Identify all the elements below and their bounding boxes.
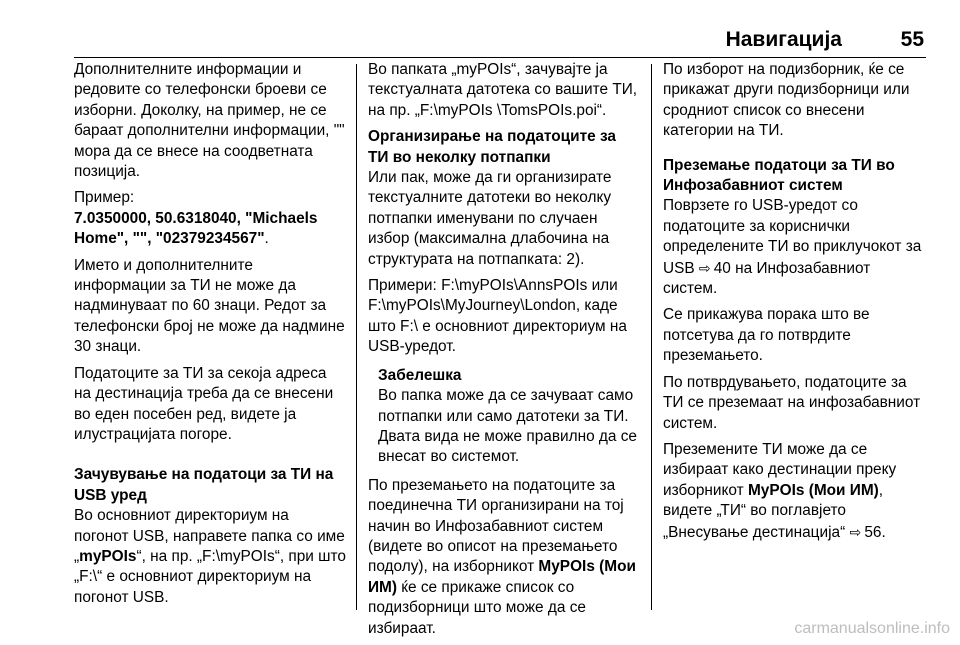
page-reference: 56 — [864, 523, 882, 541]
note-text: Во папка може да се зачуваат само потпапки или само датотеки за ТИ. Двата вида не може правилно да се внесат во системот. — [378, 387, 637, 466]
heading-download: Преземање податоци за ТИ во Инфозабавниот систем — [663, 156, 895, 195]
example-value: 7.0350000, 50.6318040, "Michaels Home", "", "02379234567" — [74, 209, 318, 248]
page-header — [0, 0, 960, 60]
column-divider-right — [651, 64, 652, 610]
text-part: “, на пр. „F:\myPOIs“, при што „F:\“ е основниот директориум на погонот USB. — [74, 547, 346, 606]
example-label: Пример: — [74, 189, 135, 207]
paragraph-after-download — [368, 476, 640, 639]
header-rule — [74, 57, 926, 58]
paragraph-examples: Примери: F:\myPOIs\AnnsPOIs или F:\myPOIs\MyJourney\London, каде што F:\ е основниот директориум на USB-уредот. — [368, 277, 627, 356]
paragraph-select-destinations — [663, 440, 925, 543]
note-box — [378, 366, 640, 468]
text-part: ќе се прикаже список со подизборници што може да се избираат. — [368, 578, 586, 637]
page-reference: 40 — [713, 259, 731, 277]
text-part: на Инфозабавниот систем. — [663, 259, 871, 298]
example-end: . — [264, 230, 269, 248]
page-reference-arrow-icon: ⇨ — [849, 523, 862, 540]
paragraph-confirm-message: Се прикажува порака што ве потсетува да го потврдите преземањето. — [663, 306, 870, 365]
text-part: Во основниот директориум на погонот USB, направете папка со име „ — [74, 507, 345, 565]
paragraph-connect-usb — [663, 196, 925, 299]
note-title: Забелешка — [378, 366, 462, 384]
text-part: , видете „ТИ“ во поглавјето „Внесување дестинација“ — [663, 481, 884, 541]
text-part: . — [881, 523, 886, 541]
menu-name: MyPOIs (Мои ИМ) — [368, 558, 636, 596]
paragraph-name-limit: Името и дополнителните информации за ТИ не може да надминуваат по 60 знаци. Редот за телефонски број не може да надмине 30 знаци. — [74, 256, 345, 356]
chapter-title: Навигација — [725, 28, 842, 51]
text-part: По преземањето на податоците за поединечна ТИ организирани на тој начин во Инфозабавниот систем (видете во описот на преземањето подолу), на изборникот — [368, 476, 624, 576]
example-block — [74, 188, 346, 249]
paragraph-address-line: Податоците за ТИ за секоја адреса на дестинација треба да се внесени во еден посебен ред, видете ја илустрацијата погоре. — [74, 364, 334, 443]
text-part: Поврзете го USB-уредот со податоците за кориснички определените ТИ во приклучокот за USB — [663, 197, 922, 277]
column-1 — [74, 60, 346, 614]
paragraph-submenu: По изборот на подизборник, ќе се прикажат други подизборници или сродниот список со внесени категории на ТИ. — [663, 61, 910, 140]
paragraph-optional-info: Дополнителните информации и редовите со телефонски броеви се изборни. Доколку, на пример, не се бараат дополнителни информации, "" мора да се внесе на соодветната позиција. — [74, 61, 345, 181]
column-divider-left — [356, 64, 357, 610]
paragraph-after-confirm: По потврдувањето, податоците за ТИ се преземаат на инфозабавниот систем. — [663, 373, 921, 432]
column-2 — [368, 60, 640, 645]
column-3 — [663, 60, 925, 549]
menu-name: MyPOIs (Мои ИМ) — [747, 481, 879, 499]
text-part: Преземените ТИ може да се избираат како дестинации преку изборникот — [663, 440, 897, 499]
watermark: carmanualsonline.info — [794, 620, 950, 637]
heading-subfolders: Организирање на податоците за ТИ во неколку потпапки — [368, 128, 616, 166]
folder-name: myPOIs — [79, 547, 137, 565]
paragraph-organize: Или пак, може да ги организирате текстуалните датотеки во неколку потпапки именувани по случаен избор (максимална длабочина на структурата на потпапката: 2). — [368, 169, 612, 268]
paragraph-create-folder — [74, 506, 346, 608]
paragraph-save-file: Во папката „myPOIs“, зачувајте ја текстуалната датотека со вашите ТИ, на пр. „F:\myPOIs \TomsPOIs.poi“. — [368, 61, 638, 119]
heading-save-to-usb: Зачувување на податоци за ТИ на USB уред — [74, 466, 334, 504]
page-reference-arrow-icon: ⇨ — [698, 259, 711, 276]
page-number: 55 — [900, 28, 924, 51]
